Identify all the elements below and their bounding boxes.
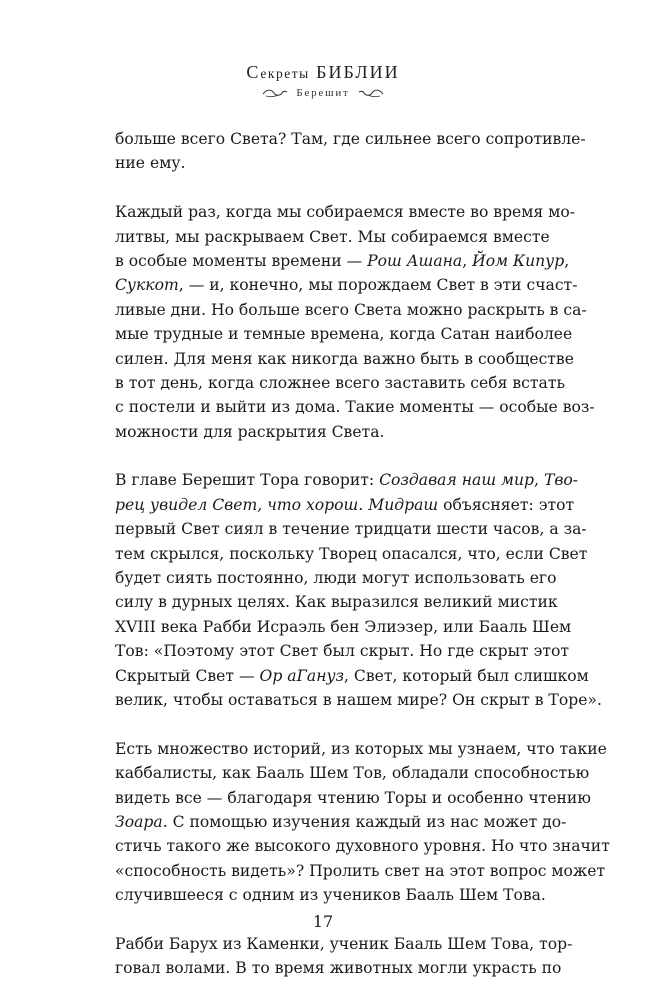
flourish-left-icon xyxy=(262,88,288,98)
text-line xyxy=(115,590,558,614)
text-segment: , xyxy=(534,471,544,490)
chapter-title-small-caps: ерешит xyxy=(304,87,350,99)
text-segment: Тов: «Поэтому этот Свет был скрыт. Но где скрыт этот xyxy=(115,642,569,661)
text-segment: Есть множество историй, из которых мы узнаем, что такие xyxy=(115,739,607,758)
text-segment: в особые моменты времени — xyxy=(115,251,368,270)
italic-term: Ор аГануз xyxy=(259,666,345,685)
page-body-text xyxy=(115,127,610,981)
text-segment: Рабби Барух из Каменки, ученик Бааль Шем Това, тор- xyxy=(115,934,573,953)
text-segment: первый Свет сиял в течение тридцати шести часов, а за- xyxy=(115,520,587,539)
text-segment: Скрытый Свет — xyxy=(115,666,260,685)
text-line xyxy=(115,883,546,907)
text-line xyxy=(115,786,591,810)
text-line xyxy=(115,225,550,249)
text-line xyxy=(115,859,606,883)
flourish-right-icon xyxy=(358,88,384,98)
text-segment: мые трудные и темные времена, когда Сатан наиболее xyxy=(115,325,573,344)
text-line xyxy=(115,737,607,761)
text-segment: тем скрылся, поскольку Творец опасался, что, если Свет xyxy=(115,544,588,563)
text-line xyxy=(115,322,573,346)
text-segment: говал волами. В то время животных могли украсть по xyxy=(115,959,562,978)
text-line xyxy=(115,468,579,492)
text-line xyxy=(115,249,570,273)
paragraph-gap xyxy=(115,444,534,468)
text-line xyxy=(115,542,588,566)
text-line xyxy=(115,420,534,444)
text-segment: В главе Берешит Тора говорит: xyxy=(115,471,380,490)
text-segment: , xyxy=(564,251,570,270)
text-line xyxy=(115,566,557,590)
paragraph-gap xyxy=(115,176,534,200)
text-segment: видеть все — благодаря чтению Торы и особенно чтению xyxy=(115,788,591,807)
text-line xyxy=(115,688,602,712)
running-header xyxy=(0,62,646,99)
text-segment: каббалисты, как Бааль Шем Тов, обладали способностью xyxy=(115,764,590,783)
italic-term: Создавая наш мир xyxy=(379,471,535,490)
book-title-main: БИБЛИИ xyxy=(316,62,400,82)
italic-term: Тво- xyxy=(543,471,579,490)
text-segment: ние ему. xyxy=(115,154,186,173)
text-segment: велик, чтобы оставаться в нашем мире? Он скрыт в Торе». xyxy=(115,690,602,709)
chapter-title-initial: Б xyxy=(296,87,305,99)
text-segment: «способность видеть»? Пролить свет на этот вопрос может xyxy=(115,861,606,880)
text-line xyxy=(115,664,589,688)
text-line xyxy=(115,347,574,371)
text-segment: будет сиять постоянно, люди могут использовать его xyxy=(115,569,557,588)
text-segment: литвы, мы раскрываем Свет. Мы собираемся вместе xyxy=(115,227,550,246)
paragraph xyxy=(115,468,602,712)
italic-term: Мидраш xyxy=(368,495,439,514)
italic-term: Зоара xyxy=(115,812,163,831)
chapter-title xyxy=(296,87,349,99)
book-title-small-caps: екреты xyxy=(260,66,310,81)
text-segment: XVIII века Рабби Исраэль бен Элиэзер, или Бааль Шем xyxy=(115,617,572,636)
text-segment: . С помощью изучения каждый из нас может до- xyxy=(162,812,567,831)
text-segment: . xyxy=(358,495,369,514)
text-line xyxy=(115,639,569,663)
text-line xyxy=(115,371,565,395)
book-title xyxy=(0,62,646,83)
italic-term: Йом Кипур xyxy=(472,251,565,270)
text-segment: с постели и выйти из дома. Такие моменты — особые воз- xyxy=(115,398,595,417)
chapter-title-row xyxy=(0,87,646,99)
text-segment: можности для раскрытия Света. xyxy=(115,422,385,441)
text-line xyxy=(115,298,587,322)
text-line xyxy=(115,810,567,834)
text-segment: , Свет, который был слишком xyxy=(344,666,589,685)
text-line xyxy=(115,834,610,858)
text-line xyxy=(115,395,595,419)
text-segment: в тот день, когда сложнее всего заставить себя встать xyxy=(115,373,565,392)
text-line xyxy=(115,273,578,297)
paragraph-gap xyxy=(115,712,534,736)
text-segment: ливые дни. Но больше всего Света можно раскрыть в са- xyxy=(115,300,587,319)
text-line xyxy=(115,956,562,980)
text-segment: силу в дурных целях. Как выразился великий мистик xyxy=(115,593,558,612)
text-segment: силен. Для меня как никогда важно быть в сообществе xyxy=(115,349,574,368)
paragraph xyxy=(115,737,610,908)
text-segment: объясняет: этот xyxy=(438,495,575,514)
text-segment: Каждый раз, когда мы собираемся вместе во время мо- xyxy=(115,203,576,222)
paragraph xyxy=(115,127,586,176)
text-line xyxy=(115,932,573,956)
text-segment: больше всего Света? Там, где сильнее всего сопротивле- xyxy=(115,130,586,148)
text-segment: стичь такого же высокого духовного уровня. Но что значит xyxy=(115,837,610,856)
page-number: 17 xyxy=(312,912,334,931)
text-line xyxy=(115,127,586,151)
text-line xyxy=(115,761,590,785)
italic-term: рец увидел Свет, что хорош xyxy=(115,495,359,514)
book-title-initial: С xyxy=(246,62,261,82)
text-segment: случившееся с одним из учеников Бааль Шем Това. xyxy=(115,886,546,905)
paragraph xyxy=(115,932,573,981)
text-segment: , — и, конечно, мы порождаем Свет в эти счаст- xyxy=(178,276,578,295)
text-line xyxy=(115,517,587,541)
italic-term: Суккот xyxy=(115,276,179,295)
paragraph xyxy=(115,200,595,444)
text-line xyxy=(115,493,575,517)
text-segment: , xyxy=(462,251,473,270)
italic-term: Рош Ашана xyxy=(367,251,463,270)
text-line xyxy=(115,151,534,175)
text-line xyxy=(115,615,572,639)
text-line xyxy=(115,200,576,224)
